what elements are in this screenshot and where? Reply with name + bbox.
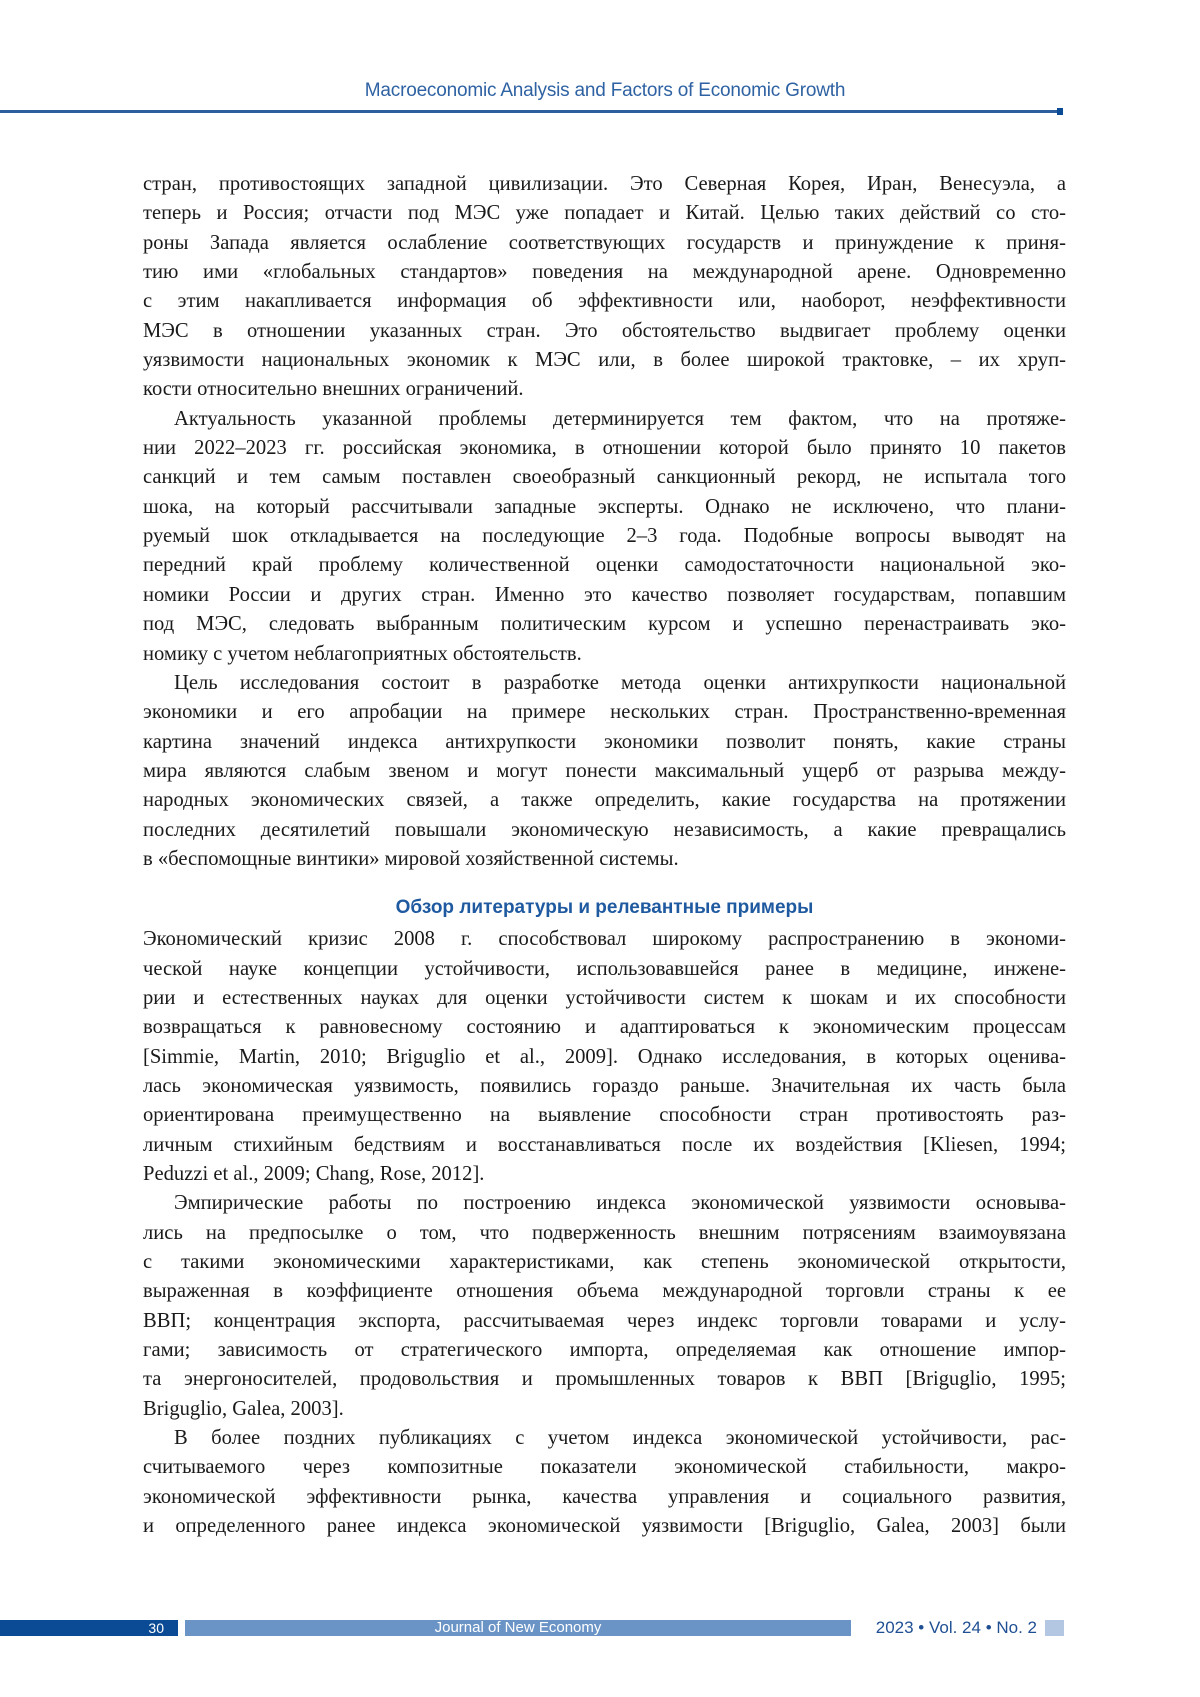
text-line: Экономический кризис 2008 г. способствовал широкому распространению в экономи- [143, 925, 1066, 954]
paragraph [143, 669, 1066, 874]
text-line: номику с учетом неблагоприятных обстоятельств. [143, 640, 1066, 669]
text-line: Цель исследования состоит в разработке метода оценки антихрупкости национальной [143, 669, 1066, 698]
issue-info: 2023 • Vol. 24 • No. 2 [862, 1617, 1037, 1639]
page-number: 30 [0, 1620, 178, 1636]
text-line: с этим накапливается информация об эффективности или, наоборот, неэффективности [143, 287, 1066, 316]
text-line: картина значений индекса антихрупкости экономики позволит понять, какие страны [143, 728, 1066, 757]
text-line: лась экономическая уязвимость, появились гораздо раньше. Значительная их часть была [143, 1072, 1066, 1101]
text-line: ВВП; концентрация экспорта, рассчитываемая через индекс торговли товарами и услу- [143, 1307, 1066, 1336]
text-line: гами; зависимость от стратегического импорта, определяемая как отношение импор- [143, 1336, 1066, 1365]
text-line: личным стихийным бедствиям и восстанавливаться после их воздействия [Kliesen, 1994; [143, 1131, 1066, 1160]
running-head-title: Macroeconomic Analysis and Factors of Economic Growth [0, 80, 1200, 102]
text-line: Эмпирические работы по построению индекса экономической уязвимости основыва- [143, 1189, 1066, 1218]
text-line: рии и естественных науках для оценки устойчивости систем к шокам и их способности [143, 984, 1066, 1013]
text-line: экономической эффективности рынка, качества управления и социального развития, [143, 1483, 1066, 1512]
text-line: кости относительно внешних ограничений. [143, 375, 1066, 404]
text-line: передний край проблему количественной оценки самодостаточности национальной эко- [143, 551, 1066, 580]
text-line: уязвимости национальных экономик к МЭС или, в более широкой трактовке, – их хруп- [143, 346, 1066, 375]
text-line: шока, на который рассчитывали западные эксперты. Однако не исключено, что плани- [143, 493, 1066, 522]
paragraph [143, 405, 1066, 669]
footer-square-marker [1045, 1620, 1064, 1636]
text-line: МЭС в отношении указанных стран. Это обстоятельство выдвигает проблему оценки [143, 317, 1066, 346]
text-line: роны Запада является ослабление соответствующих государств и принуждение к приня- [143, 229, 1066, 258]
text-line: Peduzzi et al., 2009; Chang, Rose, 2012]. [143, 1160, 1066, 1189]
text-line: номики России и других стран. Именно это качество позволяет государствам, попавшим [143, 581, 1066, 610]
text-line: под МЭС, следовать выбранным политическим курсом и успешно перенастраивать эко- [143, 610, 1066, 639]
text-line: в «беспомощные винтики» мировой хозяйственной системы. [143, 845, 1066, 874]
header-rule-end-marker [1057, 108, 1063, 115]
text-line: возвращаться к равновесному состоянию и адаптироваться к экономическим процессам [143, 1013, 1066, 1042]
text-line: ческой науке концепции устойчивости, использовавшейся ранее в медицине, инжене- [143, 955, 1066, 984]
header-rule [0, 110, 1058, 113]
text-line: та энергоносителей, продовольствия и промышленных товаров к ВВП [Briguglio, 1995; [143, 1365, 1066, 1394]
text-line: санкций и тем самым поставлен своеобразный санкционный рекорд, не испытала того [143, 463, 1066, 492]
paragraph [143, 1189, 1066, 1424]
text-line: теперь и Россия; отчасти под МЭС уже попадает и Китай. Целью таких действий со сто- [143, 199, 1066, 228]
text-line: и определенного ранее индекса экономической уязвимости [Briguglio, Galea, 2003] были [143, 1512, 1066, 1541]
text-line: экономики и его апробации на примере нескольких стран. Пространственно-временная [143, 698, 1066, 727]
literature-review-paragraphs [143, 925, 1066, 1541]
text-line: руемый шок откладывается на последующие 2–3 года. Подобные вопросы выводят на [143, 522, 1066, 551]
text-line: [Simmie, Martin, 2010; Briguglio et al., 2009]. Однако исследования, в которых оценива- [143, 1043, 1066, 1072]
text-line: выраженная в коэффициенте отношения объема международной торговли страны к ее [143, 1277, 1066, 1306]
text-line: В более поздних публикациях с учетом индекса экономической устойчивости, рас- [143, 1424, 1066, 1453]
paragraph [143, 925, 1066, 1189]
article-body [143, 170, 1066, 1541]
text-line: мира являются слабым звеном и могут понести максимальный ущерб от разрыва между- [143, 757, 1066, 786]
text-line: Актуальность указанной проблемы детерминируется тем фактом, что на протяже- [143, 405, 1066, 434]
text-line: ориентирована преимущественно на выявление способности стран противостоять раз- [143, 1101, 1066, 1130]
text-line: с такими экономическими характеристиками, как степень экономической открытости, [143, 1248, 1066, 1277]
text-line: народных экономических связей, а также определить, какие государства на протяжении [143, 786, 1066, 815]
text-line: считываемого через композитные показатели экономической стабильности, макро- [143, 1453, 1066, 1482]
journal-name: Journal of New Economy [185, 1620, 851, 1636]
paragraph [143, 1424, 1066, 1541]
section-heading: Обзор литературы и релевантные примеры [143, 891, 1066, 925]
paragraph [143, 170, 1066, 405]
text-line: нии 2022–2023 гг. российская экономика, в отношении которой было принято 10 пакетов [143, 434, 1066, 463]
text-line: последних десятилетий повышали экономическую независимость, а какие превращались [143, 816, 1066, 845]
text-line: лись на предпосылке о том, что подверженность внешним потрясениям взаимоувязана [143, 1219, 1066, 1248]
intro-paragraphs [143, 170, 1066, 874]
text-line: стран, противостоящих западной цивилизации. Это Северная Корея, Иран, Венесуэла, а [143, 170, 1066, 199]
text-line: Briguglio, Galea, 2003]. [143, 1395, 1066, 1424]
text-line: тию ими «глобальных стандартов» поведения на международной арене. Одновременно [143, 258, 1066, 287]
